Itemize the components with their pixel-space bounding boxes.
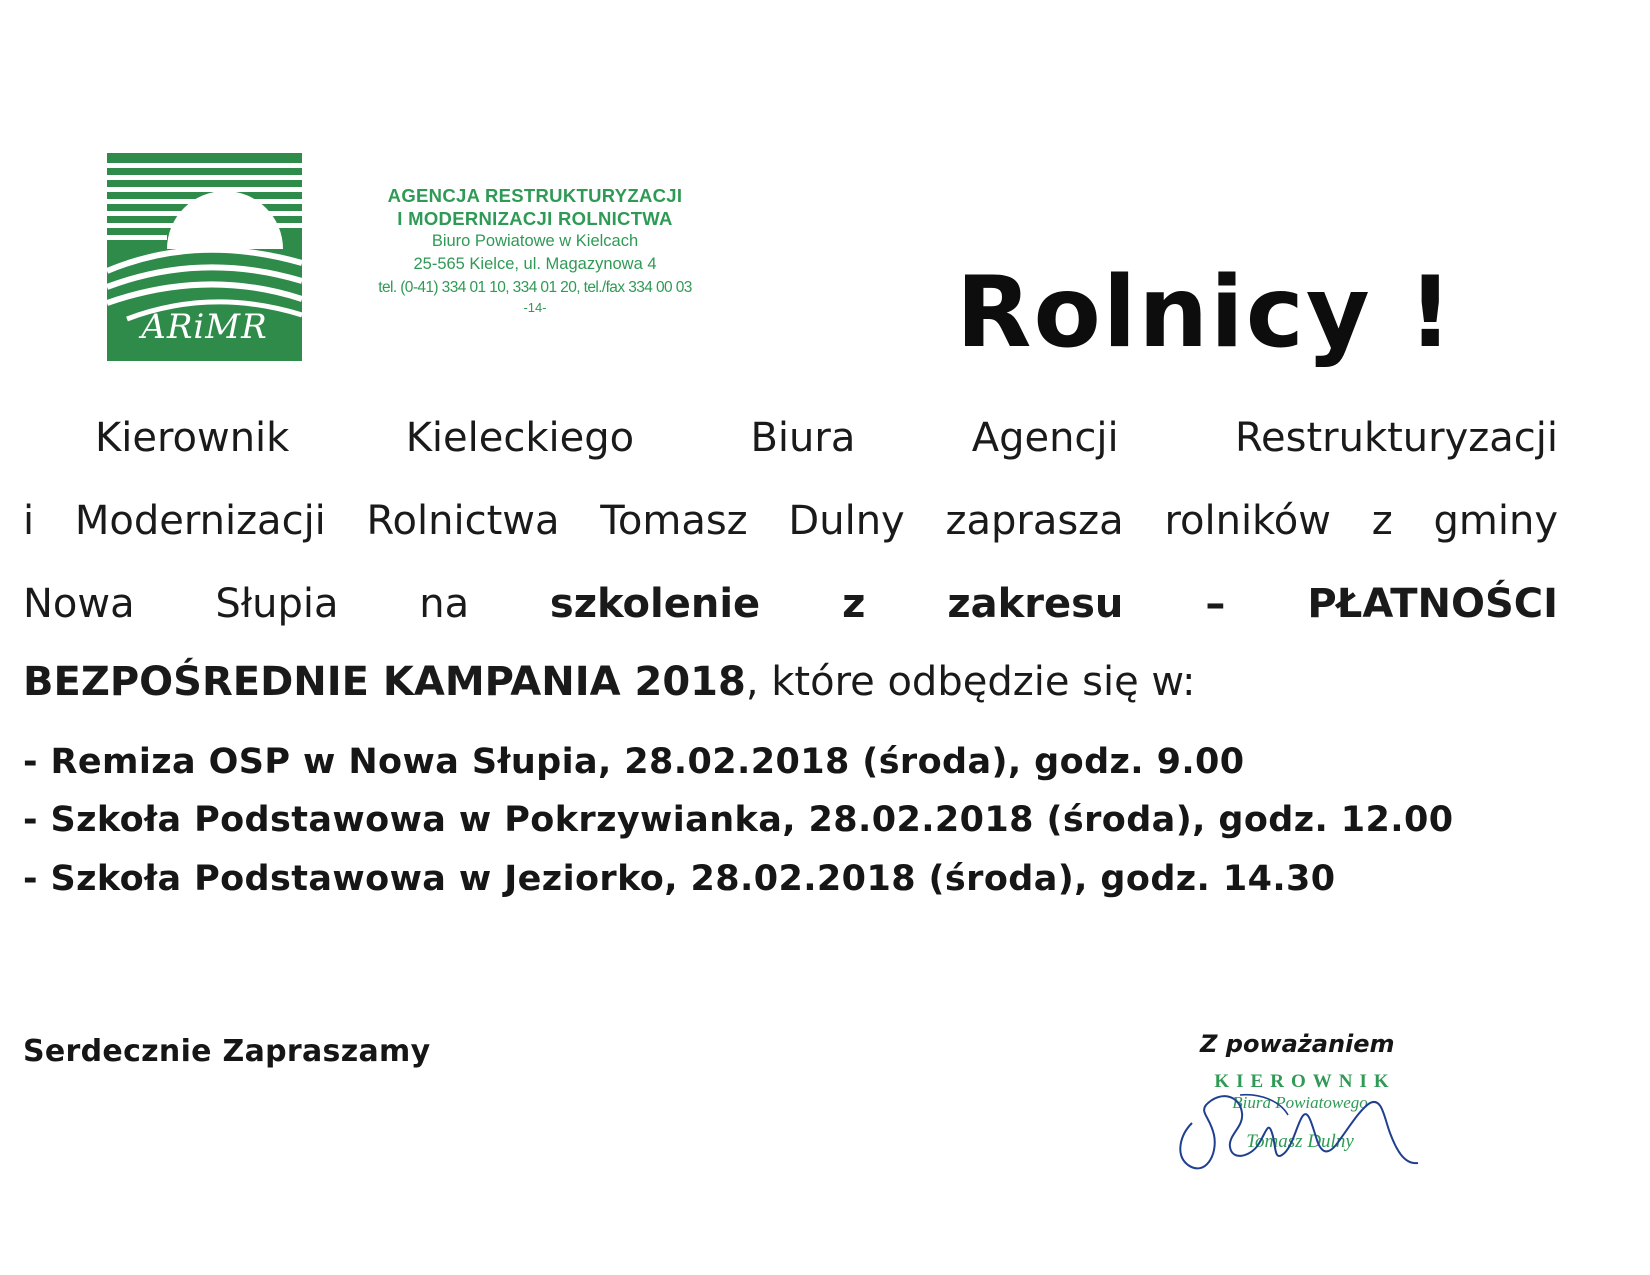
body-text: , które odbędzie się w:	[745, 659, 1196, 705]
body-line-4	[23, 654, 1558, 710]
handwritten-signature	[1170, 1065, 1500, 1185]
stamp-line: AGENCJA RESTRUKTURYZACJI	[387, 185, 683, 206]
body-bold-text: BEZPOŚREDNIE KAMPANIA 2018	[23, 659, 746, 705]
stamp-title: KIEROWNIK	[1214, 1071, 1396, 1092]
logo-text: ARiMR	[141, 307, 268, 347]
closing-text: Serdecznie Zapraszamy	[23, 1034, 431, 1069]
schedule-item: - Remiza OSP w Nowa Słupia, 28.02.2018 (środa), godz. 9.00	[23, 742, 1245, 782]
stamp-line: Biuro Powiatowe w Kielcach	[431, 232, 639, 250]
regards-text: Z poważaniem	[1200, 1030, 1395, 1058]
stamp-line: 25-565 Kielce, ul. Magazynowa 4	[413, 255, 657, 273]
schedule-item: - Szkoła Podstawowa w Pokrzywianka, 28.02.2018 (środa), godz. 12.00	[23, 800, 1454, 840]
body-line-2: i Modernizacji Rolnictwa Tomasz Dulny zaprasza rolników z gminy	[23, 498, 1558, 544]
stamp-line: -14-	[523, 300, 547, 315]
stamp-office: Biura Powiatowego	[1232, 1093, 1368, 1112]
body-line-1: Kierownik Kieleckiego Biura Agencji Restrukturyzacji	[95, 415, 1558, 461]
body-bold-text: szkolenie z zakresu – PŁATNOŚCI	[549, 581, 1559, 627]
arimr-logo	[107, 153, 302, 361]
page-title: Rolnicy !	[956, 256, 1455, 370]
stamp-line: I MODERNIZACJI ROLNICTWA	[397, 208, 673, 229]
stamp-line: tel. (0-41) 334 01 10, 334 01 20, tel./fax 334 00 03	[378, 279, 692, 296]
body-text: Nowa Słupia na	[23, 581, 470, 627]
body-line-3	[23, 576, 1558, 632]
schedule-item: - Szkoła Podstawowa w Jeziorko, 28.02.2018 (środa), godz. 14.30	[23, 859, 1336, 899]
agency-stamp	[350, 184, 720, 317]
stamp-name: Tomasz Dulny	[1246, 1131, 1354, 1152]
